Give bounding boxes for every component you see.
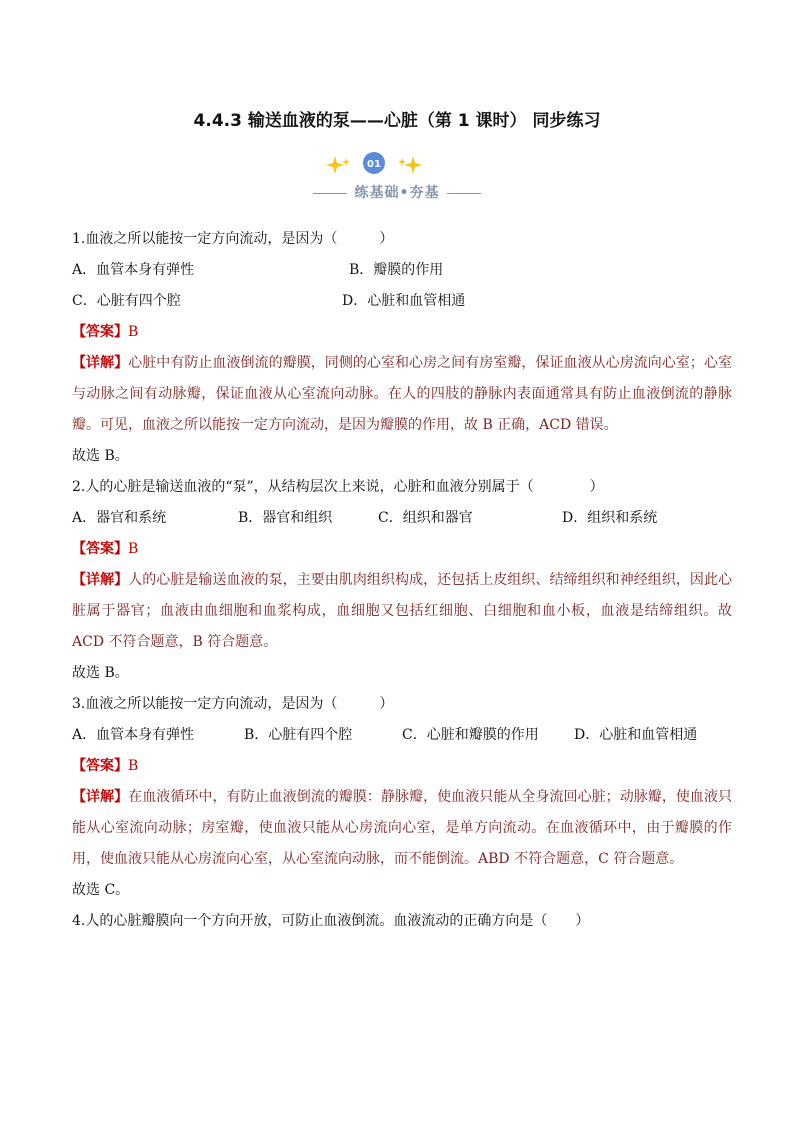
section-badge: [322, 150, 426, 180]
option: C．心脏和瓣膜的作用: [402, 727, 539, 743]
detail-paragraph: 【详解】心脏中有防止血液倒流的瓣膜，同侧的心室和心房之间有房室瓣，保证血液从心房流向心室；心室与动脉之间有动脉瓣，保证血液从心室流向动脉。在人的四肢的静脉内表面通常具有防止血液倒流的静脉瓣。可见，血液之所以能按一定方向流动，是因为瓣膜的作用，故 B 正确，ACD 错误。: [72, 355, 733, 433]
divider: [447, 193, 481, 194]
conclusion-line: 故选 C。: [72, 882, 130, 898]
option: D．心脏和血管相通: [574, 727, 698, 743]
option-row: [72, 255, 732, 286]
question-list: [72, 224, 732, 937]
question-stem: 1.血液之所以能按一定方向流动，是因为（ ）: [72, 231, 394, 247]
star-icon: [404, 156, 422, 174]
answer-value: B: [128, 324, 139, 340]
question-stem: 4.人的心脏瓣膜向一个方向开放，可防止血液倒流。血液流动的正确方向是（ ）: [72, 913, 590, 929]
answer-line: 【答案】B: [72, 541, 139, 557]
answer-line: 【答案】B: [72, 324, 139, 340]
option-row: [72, 286, 732, 317]
conclusion-line: 故选 B。: [72, 665, 129, 681]
divider: [313, 193, 347, 194]
option: B．心脏有四个腔: [244, 727, 353, 743]
badge-number: 01: [367, 159, 381, 170]
option: C．组织和器官: [378, 510, 473, 526]
option: D．组织和系统: [562, 510, 658, 526]
option-row: [72, 503, 732, 534]
answer-value: B: [128, 758, 139, 774]
option: C．心脏有四个腔: [72, 293, 181, 309]
option: B．瓣膜的作用: [349, 262, 444, 278]
option: A．器官和系统: [72, 510, 167, 526]
question-stem: 3.血液之所以能按一定方向流动，是因为（ ）: [72, 696, 394, 712]
option: D．心脏和血管相通: [342, 293, 466, 309]
conclusion-line: 故选 B。: [72, 448, 129, 464]
detail-paragraph: 【详解】在血液循环中，有防止血液倒流的瓣膜：静脉瓣，使血液只能从全身流回心脏；动脉瓣，使血液只能从心室流向动脉；房室瓣，使血液只能从心房流向心室，是单方向流动。在血液循环中，由于瓣膜的作用，使血液只能从心房流向心室，从心室流向动脉，而不能倒流。ABD 不符合题意，C 符合题意。: [72, 789, 733, 867]
star-icon: [326, 156, 344, 174]
answer-value: B: [128, 541, 139, 557]
option: B．器官和组织: [238, 510, 333, 526]
page-title: 4.4.3 输送血液的泵——心脏（第 1 课时） 同步练习: [193, 111, 601, 131]
option-row: [72, 720, 732, 751]
question-stem: 2.人的心脏是输送血液的“泵”，从结构层次上来说，心脏和血液分别属于（ ）: [72, 479, 604, 495]
option: A．血管本身有弹性: [72, 262, 195, 278]
detail-paragraph: 【详解】人的心脏是输送血液的泵，主要由肌肉组织构成，还包括上皮组织、结缔组织和神经组织，因此心脏属于器官；血液由血细胞和血浆构成，血细胞又包括红细胞、白细胞和血小板，血液是结缔组织。故 ACD 不符合题意，B 符合题意。: [72, 572, 733, 650]
section-label: 练基础•夯基: [0, 182, 794, 202]
option: A．血管本身有弹性: [72, 727, 195, 743]
answer-line: 【答案】B: [72, 758, 139, 774]
